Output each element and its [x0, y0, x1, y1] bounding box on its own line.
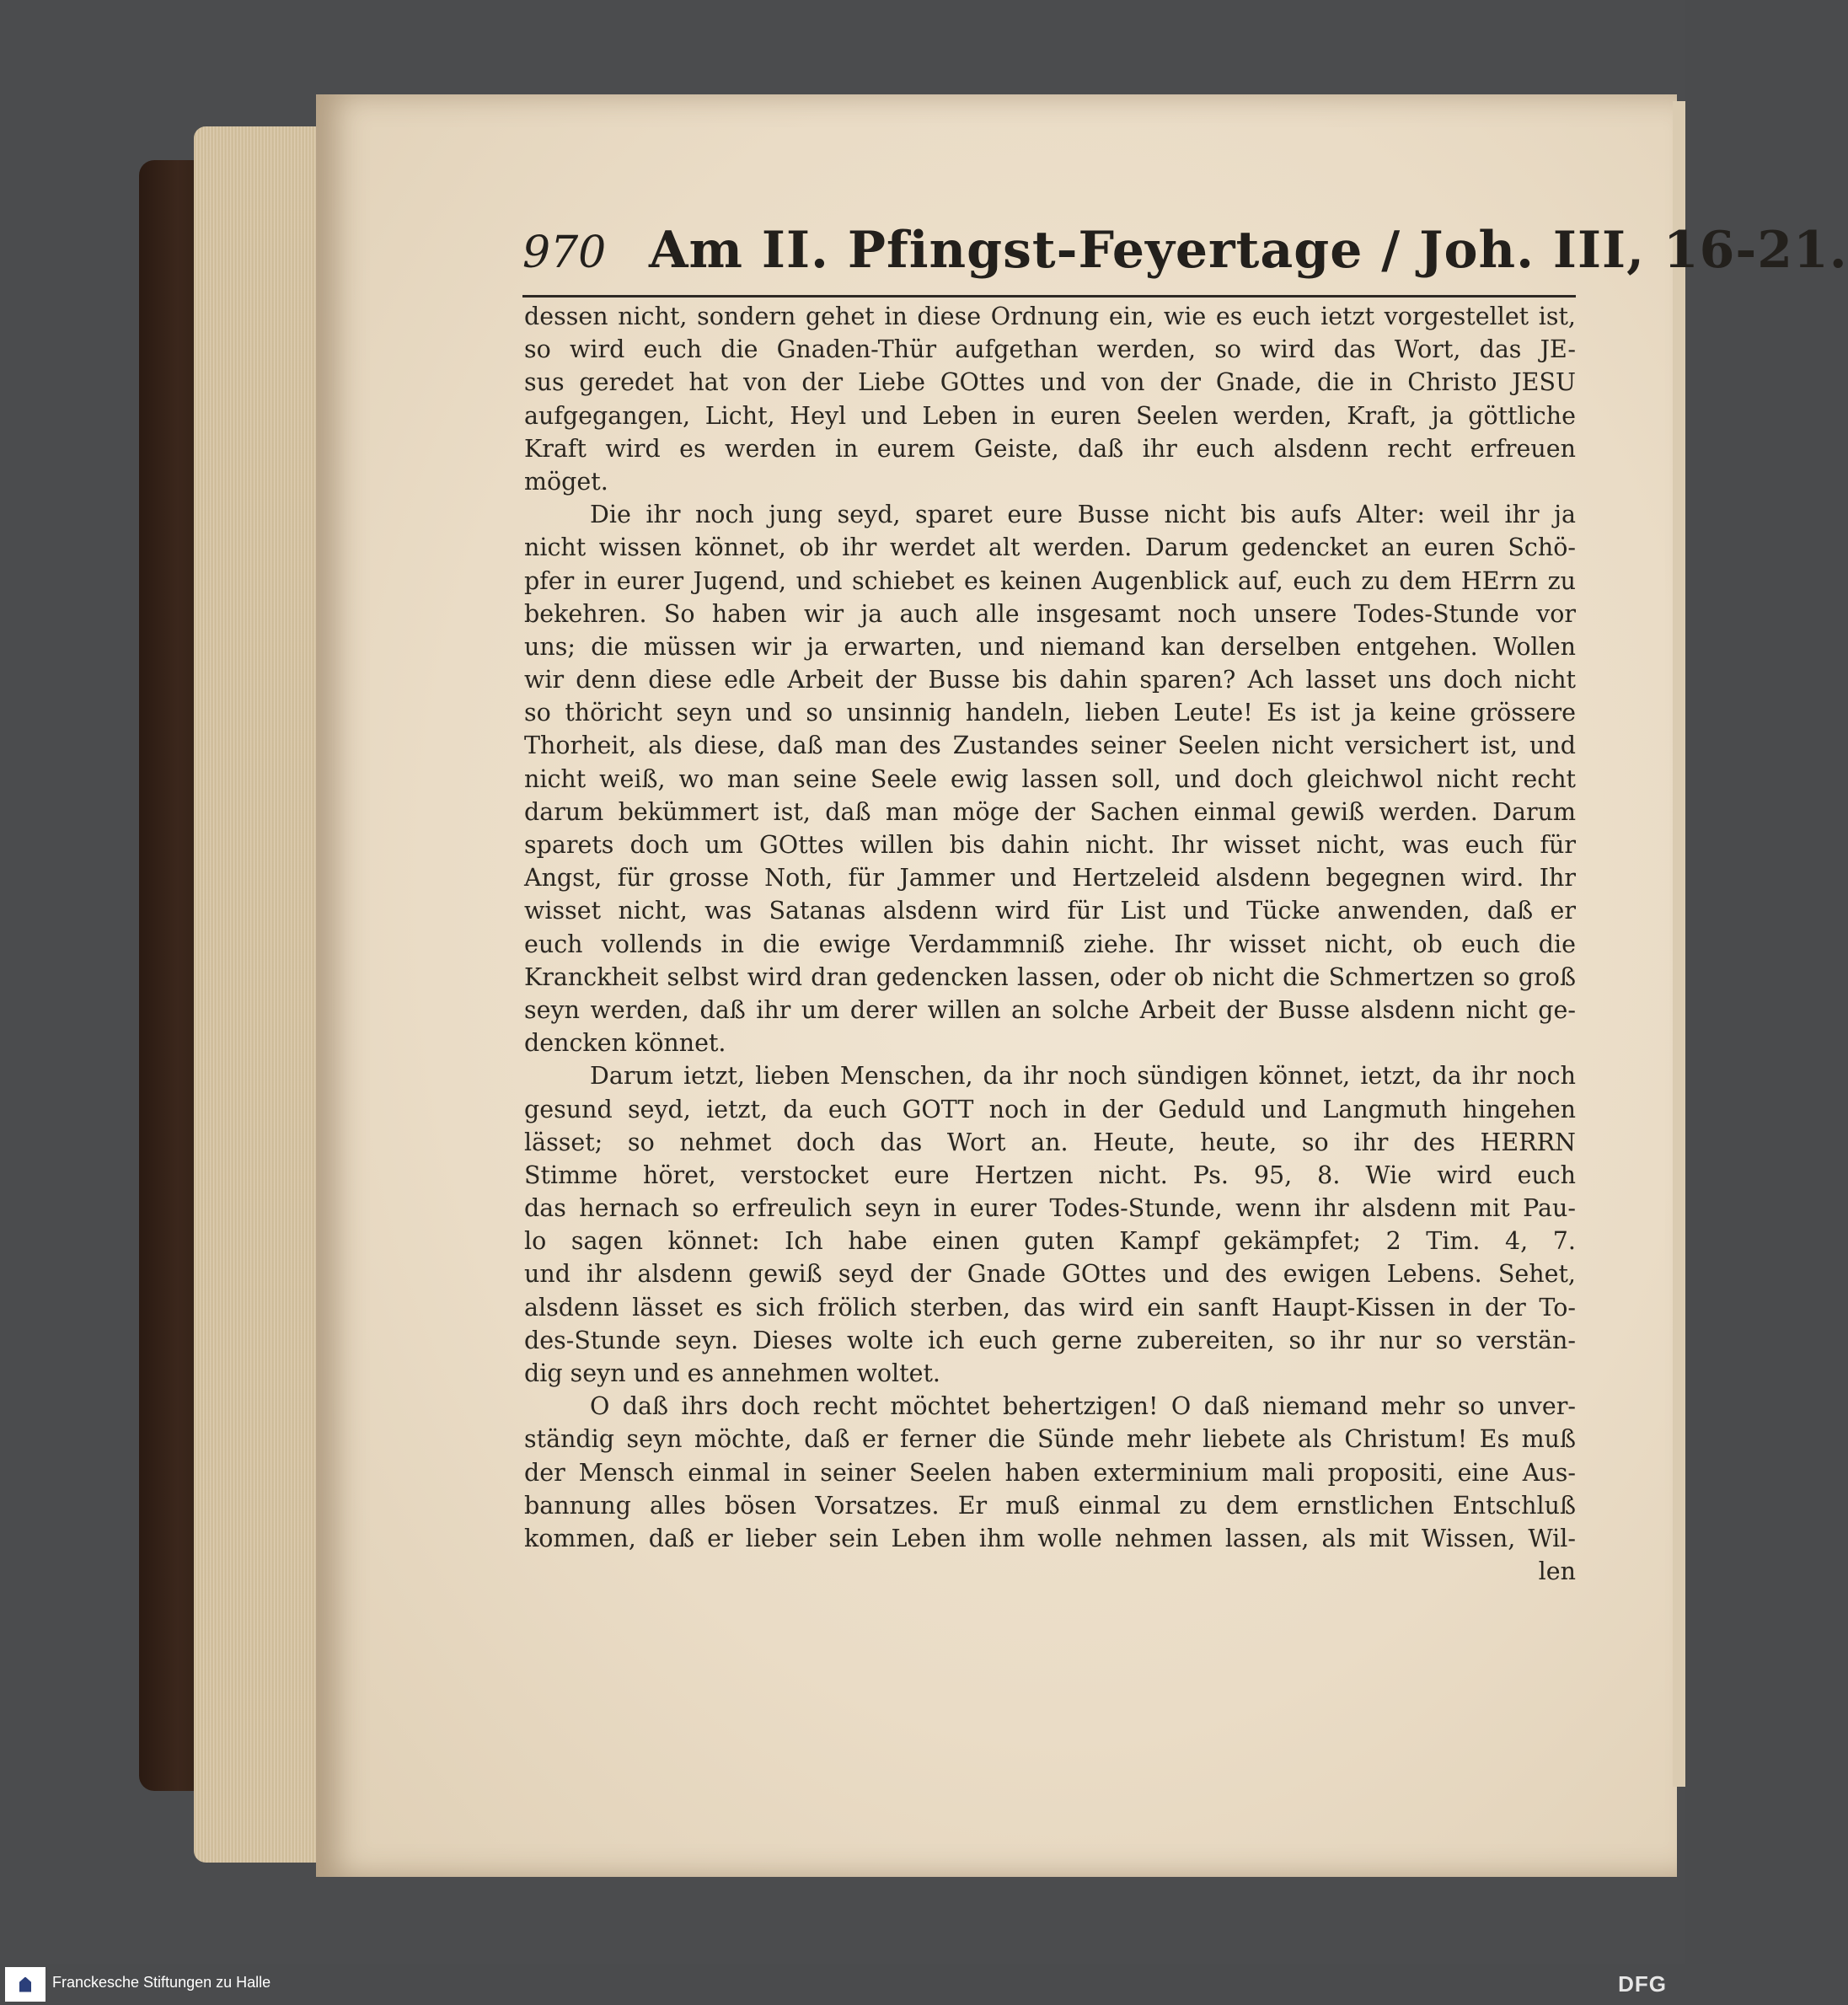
text-line: ständig seyn möchte, daß er ferner die Sünde mehr liebete als Christum! Es muß [524, 1425, 1576, 1454]
body-text [524, 300, 1576, 1588]
text-line: Die ihr noch jung seyd, sparet eure Busse nicht bis aufs Alter: weil ihr ja [590, 501, 1576, 529]
text-line: dessen nicht, sondern gehet in diese Ordnung ein, wie es euch ietzt vorgestellet ist, [524, 303, 1576, 330]
text-line: nicht weiß, wo man seine Seele ewig lassen soll, und doch gleichwol nicht recht [524, 764, 1576, 793]
page-block-edges [194, 126, 329, 1863]
text-line: sus geredet hat von der Liebe GOttes und von der Gnade, die in Christo JESU [524, 368, 1576, 397]
text-line: wir denn diese edle Arbeit der Busse bis dahin sparen? Ach lasset uns doch nicht [524, 666, 1576, 694]
institution-name[interactable]: Franckesche Stiftungen zu Halle [52, 1974, 271, 1991]
text-line: lo sagen könnet: Ich habe einen guten Kampf gekämpfet; 2 Tim. 4, 7. [524, 1227, 1576, 1256]
text-line: len [1538, 1557, 1576, 1586]
footer-bar [0, 1964, 1685, 2005]
page-header [522, 221, 1848, 297]
text-line: sparets doch um GOttes willen bis dahin nicht. Ihr wisset nicht, was euch für [524, 831, 1576, 859]
text-line: Darum ietzt, lieben Menschen, da ihr noch sündigen könnet, ietzt, da ihr noch [590, 1062, 1576, 1091]
text-line: alsdenn lässet es sich frölich sterben, das wird ein sanft Haupt-Kissen in der To- [524, 1293, 1576, 1321]
text-line: der Mensch einmal in seiner Seelen haben exterminium mali propositi, eine Aus- [524, 1458, 1576, 1487]
header-rule [522, 295, 1576, 298]
text-line: Angst, für grosse Noth, für Jammer und Hertzeleid alsdenn begegnen wird. Ihr [524, 864, 1576, 893]
text-line: möget. [524, 467, 608, 496]
institution-logo[interactable] [5, 1967, 46, 2002]
running-head: Am II. Pfingst-Feyertage / Joh. III, 16-21. [649, 221, 1848, 280]
text-line: lässet; so nehmet doch das Wort an. Heute, heute, so ihr des HERRN [524, 1128, 1576, 1156]
text-line: Stimme höret, verstocket eure Hertzen nicht. Ps. 95, 8. Wie wird euch [524, 1161, 1576, 1189]
dfg-logo[interactable]: DFG [1618, 1971, 1667, 1997]
text-line: seyn werden, daß ihr um derer willen an solche Arbeit der Busse alsdenn nicht ge- [524, 995, 1576, 1024]
text-line: Kranckheit selbst wird dran gedencken lassen, oder ob nicht die Schmertzen so groß [524, 962, 1576, 991]
page-number: 970 [522, 228, 607, 278]
text-line: Kraft wird es werden in eurem Geiste, daß ihr euch alsdenn recht erfreuen [524, 434, 1576, 463]
text-line: nicht wissen könnet, ob ihr werdet alt werden. Darum gedencket an euren Schö- [524, 533, 1576, 562]
text-line: Thorheit, als diese, daß man des Zustandes seiner Seelen nicht versichert ist, und [524, 732, 1576, 760]
text-line: O daß ihrs doch recht möchtet behertzigen! O daß niemand mehr so unver- [590, 1392, 1576, 1421]
text-line: das hernach so erfreulich seyn in eurer Todes-Stunde, wenn ihr alsdenn mit Pau- [524, 1194, 1576, 1223]
text-line: und ihr alsdenn gewiß seyd der Gnade GOttes und des ewigen Lebens. Sehet, [524, 1260, 1576, 1289]
text-line: so wird euch die Gnaden-Thür aufgethan werden, so wird das Wort, das JE- [524, 335, 1576, 364]
text-line: gesund seyd, ietzt, da euch GOTT noch in der Geduld und Langmuth hingehen [524, 1095, 1576, 1123]
text-line: aufgegangen, Licht, Heyl und Leben in euren Seelen werden, Kraft, ja göttliche [524, 401, 1576, 430]
text-line: so thöricht seyn und so unsinnig handeln, lieben Leute! Es ist ja keine grössere [524, 699, 1576, 727]
text-line: bannung alles bösen Vorsatzes. Er muß einmal zu dem ernstlichen Entschluß [524, 1491, 1576, 1520]
text-line: kommen, daß er lieber sein Leben ihm wolle nehmen lassen, als mit Wissen, Wil- [524, 1524, 1576, 1552]
text-line: uns; die müssen wir ja erwarten, und niemand kan derselben entgehen. Wollen [524, 632, 1576, 661]
text-line: des-Stunde seyn. Dieses wolte ich euch gerne zubereiten, so ihr nur so verstän- [524, 1326, 1576, 1354]
text-line: darum bekümmert ist, daß man möge der Sachen einmal gewiß werden. Darum [524, 797, 1576, 826]
text-line: pfer in eurer Jugend, und schiebet es keinen Augenblick auf, euch zu dem HErrn zu [524, 566, 1576, 595]
text-line: bekehren. So haben wir ja auch alle insgesamt noch unsere Todes-Stunde vor [524, 599, 1576, 628]
facing-page-edge [1673, 101, 1685, 1787]
text-line: euch vollends in die ewige Verdammniß ziehe. Ihr wisset nicht, ob euch die [524, 930, 1576, 958]
building-icon [19, 1977, 31, 1992]
text-line: dencken könnet. [524, 1029, 726, 1058]
text-line: wisset nicht, was Satanas alsdenn wird für List und Tücke anwenden, daß er [524, 897, 1576, 925]
text-line: dig seyn und es annehmen woltet. [524, 1359, 940, 1387]
